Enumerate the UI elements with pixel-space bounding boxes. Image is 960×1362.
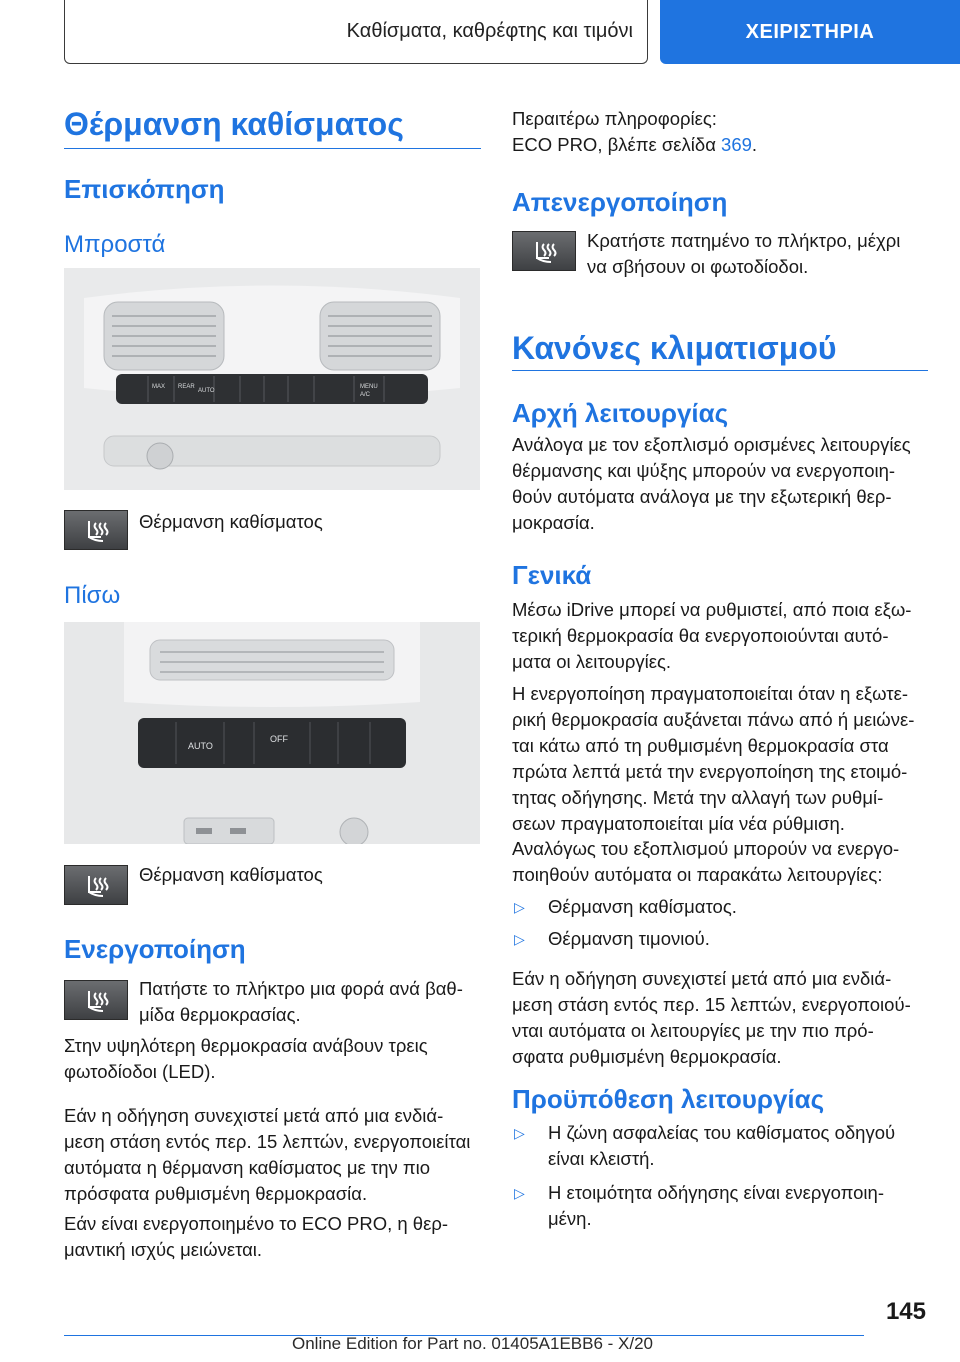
front-panel-rear-label: REAR <box>178 384 195 390</box>
chapter-title: ΧΕΙΡΙΣΤΗΡΙΑ <box>745 20 875 43</box>
rear-caption: Θέρμανση καθίσματος <box>139 864 323 885</box>
edition-footer: Online Edition for Part no. 01405A1EBB6 - X/20 <box>292 1334 654 1353</box>
rear-console-photo <box>64 622 480 844</box>
principle-heading: Αρχή λειτουργίας <box>512 398 729 428</box>
auto-functions-list <box>512 894 928 952</box>
list-item: ▷ Η ετοιμότητα οδήγησης είναι ενεργοποιη- μένη. <box>512 1180 928 1232</box>
bullet-triangle-icon: ▷ <box>514 1125 525 1141</box>
list-item: ▷ Θέρμανση καθίσματος. <box>512 894 928 920</box>
title-rule <box>64 148 481 149</box>
deactivation-button-image <box>512 231 576 271</box>
rear-panel-auto-label: AUTO <box>188 741 213 751</box>
front-heading: Μπροστά <box>64 231 166 258</box>
front-console-illustration <box>64 268 480 490</box>
overview-heading: Επισκόπηση <box>64 174 225 204</box>
front-panel-max-label: MAX <box>152 384 166 390</box>
seat-heating-icon <box>65 511 129 551</box>
seat-heating-button-image <box>64 510 128 550</box>
led-paragraph: Στην υψηλότερη θερμοκρασία ανάβουν τρεις φωτοδίοδοι (LED). <box>64 1035 428 1082</box>
auto-activation-paragraph: Εάν η οδήγηση συνεχιστεί μετά από μια ενδιά- μεση στάση εντός περ. 15 λεπτών, ενεργοποιείται αυτόματα η θέρμανση καθίσματος με την πιο πρόσφατα ρυθμισμένη θερμοκρασία. <box>64 1105 471 1204</box>
page-reference-link[interactable]: 369 <box>721 134 752 155</box>
general-heading: Γενικά <box>512 560 592 590</box>
running-header-section <box>64 0 648 64</box>
general-paragraph-3: Αναλόγως του εξοπλισμού μπορούν να ενεργο- ποιηθούν αυτόματα οι παρακάτω λειτουργίες: <box>512 838 900 885</box>
section-title: Καθίσματα, καθρέφτης και τιμόνι <box>346 20 633 42</box>
front-panel-menu-label: MENU <box>360 384 378 390</box>
prerequisite-list <box>512 1120 928 1232</box>
rear-panel-off-label: OFF <box>270 734 288 744</box>
list-item: ▷ Θέρμανση τιμονιού. <box>512 926 928 952</box>
seat-heating-icon <box>65 981 129 1021</box>
front-panel-auto-label: AUTO <box>198 388 215 394</box>
general-paragraph-4: Εάν η οδήγηση συνεχιστεί μετά από μια ενδιά- μεση στάση εντός περ. 15 λεπτών, ενεργοποιού- νται αυτόματα οι λειτουργίες με την πιο πρό- σφατα ρυθμισμένη θερμοκρασία. <box>512 968 911 1067</box>
front-console-photo <box>64 268 480 490</box>
front-caption: Θέρμανση καθίσματος <box>139 511 323 532</box>
deactivation-heading: Απενεργοποίηση <box>512 187 728 217</box>
eco-pro-paragraph: Εάν είναι ενεργοποιημένο το ECO PRO, η θερ- μαντική ισχύς μειώνεται. <box>64 1213 449 1260</box>
seat-heating-icon <box>65 866 129 906</box>
rear-heading: Πίσω <box>64 582 121 609</box>
list-item: ▷ Η ζώνη ασφαλείας του καθίσματος οδηγού είναι κλειστή. <box>512 1120 928 1172</box>
page-number: 145 <box>885 1298 926 1325</box>
general-paragraph-1: Μέσω iDrive μπορεί να ρυθμιστεί, από ποια εξω- τερική θερμοκρασία θα ενεργοποιούνται αυτό- ματα οι λειτουργίες. <box>512 599 912 672</box>
bullet-triangle-icon: ▷ <box>514 1185 525 1201</box>
rear-seat-heating-button-image <box>64 865 128 905</box>
page-title: Θέρμανση καθίσματος <box>64 106 404 142</box>
activation-button-image <box>64 980 128 1020</box>
activation-text: Πατήστε το πλήκτρο μια φορά ανά βαθ- μίδα θερμοκρασίας. <box>139 978 463 1025</box>
front-panel-ac-label: A/C <box>360 392 371 398</box>
seat-heating-icon <box>513 232 577 272</box>
general-paragraph-2: Η ενεργοποίηση πραγματοποιείται όταν η εξωτε- ρική θερμοκρασία αυξάνεται πάνω από ή μειώνε- ται κάτω από τη ρυθμισμένη θερμοκρασία στα πρώτα λεπτά μετά την ενεργοποίηση της ετοιμό- τητας οδήγησης. Μετά την αλλαγή των ρυθμί- σεων πραγματοποιείται μία νέα ρύθμιση. <box>512 683 915 834</box>
rear-console-illustration <box>64 622 480 844</box>
activation-heading: Ενεργοποίηση <box>64 934 246 964</box>
principle-paragraph: Ανάλογα με τον εξοπλισμό ορισμένες λειτουργίες θέρμανσης και ψύξης μπορούν να ενεργοποιη- θούν αυτόματα ανάλογα με την εξωτερική θερ- μοκρασία. <box>512 434 911 533</box>
climate-title-rule <box>512 370 928 371</box>
more-info-paragraph: Περαιτέρω πληροφορίες: ECO PRO, βλέπε σελίδα 369. <box>512 108 758 155</box>
prerequisite-heading: Προϋπόθεση λειτουργίας <box>512 1084 825 1114</box>
running-header-chapter <box>660 0 960 64</box>
bullet-triangle-icon: ▷ <box>514 931 525 947</box>
climate-rules-title: Κανόνες κλιματισμού <box>512 330 837 366</box>
bullet-triangle-icon: ▷ <box>514 899 525 915</box>
deactivation-text: Κρατήστε πατημένο το πλήκτρο, μέχρι να σβήσουν οι φωτοδίοδοι. <box>587 230 901 277</box>
